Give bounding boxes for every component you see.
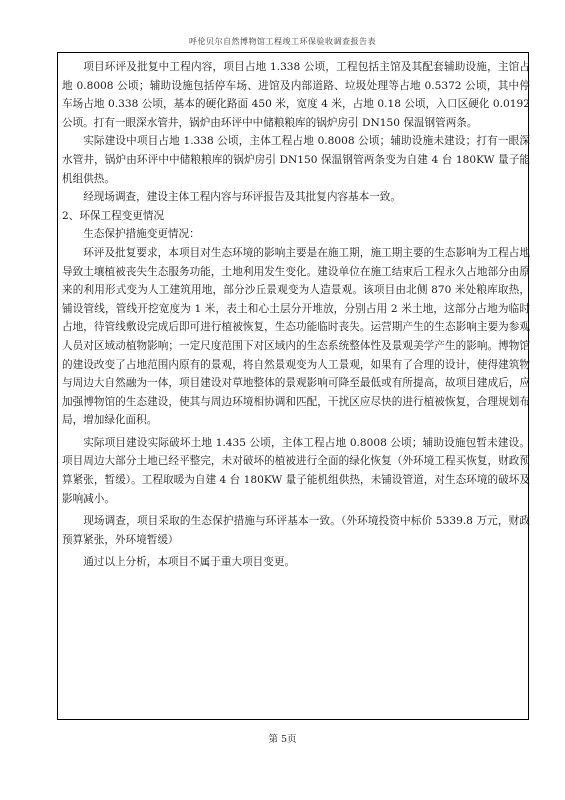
page-header: 呼伦贝尔自然博物馆工程竣工环保验收调查报告表 [189, 37, 376, 46]
paragraph-final-conclusion: 通过以上分析，本项目不属于重大项目变更。 [83, 556, 296, 569]
section-heading-env-changes: 2、环保工程变更情况 [62, 209, 165, 222]
paragraph-eia-scope: 项目环评及批复中工程内容，项目占地 1.338 公顷，工程包括主馆及其配套辅助设施，主馆占地 0.8008 公顷；辅助设施包括停车场、进馆及内部道路、垃圾处理等占地 0.5372 公顷，其中停车场占地 0.338 公顷，基本的硬化路面 450 米，宽度 4 米，占地 0.18 公顷，入口区硬化 0.0192 公顷。打有一眼深水管井，锅炉由环评中中储粮粮库的锅炉房引 DN150 保温钢管两条。 [62, 61, 530, 129]
paragraph-survey-result: 现场调查，项目采取的生态保护措施与环评基本一致。（外环境投资中标价 5339.8 万元，财政预算紧张，外环境暂缓） [62, 515, 530, 546]
document-body [62, 58, 530, 572]
paragraph-actual-damage: 实际项目建设实际破坏土地 1.435 公顷，主体工程占地 0.8008 公顷；辅助设施包暂未建设。项目周边大部分土地已经平整完，未对破坏的植被进行全面的绿化恢复（外环境工程买恢复，财政预算紧张，暂缓）。工程取暖为自建 4 台 180KW 量子能机组供热，未铺设管道，对生态环境的破坏及影响减小。 [62, 436, 530, 505]
paragraph-eia-requirements: 环评及批复要求，本项目对生态环境的影响主要是在施工期，施工期主要的生态影响为工程占地导致土壤植被丧失生态服务功能，土地利用发生变化。建设单位在施工结束后工程永久占地部分由原来的利用形式变为人工建筑用地，部分沙丘景观变为人造景观。该项目由北侧 870 米处粮库取热，铺设管线，管线开挖宽度为 1 米，表土和心土层分开堆放，分别占用 2 米土地，这部分占地为临时占地，待管线敷设完成后即可进行植被恢复，生态功能临时丧失。运营期产生的生态影响主要为参观人员对区域动植物影响；一定尺度范围下对区域内的生态系统整体性及景观美学产生的影响。博物馆的建设改变了占地范围内原有的景观，将自然景观变为人工景观，如果有了合理的设计，使得建筑物与周边大自然融为一体，项目建设对草地整体的景观影响可降至最低或有所提高，故项目建成后，应加强博物馆的生态建设，使其与周边环境相协调和匹配，干扰区应尽快的进行植被恢复，合理规划布局，增加绿化面积。 [62, 246, 530, 427]
paragraph-field-survey-conclusion: 经现场调查，建设主体工程内容与环评报告及其批复内容基本一致。 [83, 191, 401, 204]
subheading-eco-protection: 生态保护措施变更情况： [83, 228, 200, 241]
page-number: 第 5页 [268, 734, 297, 745]
paragraph-actual-construction: 实际建设中项目占地 1.338 公顷，主体工程占地 0.8008 公顷；辅助设施未建设；打有一眼深水管井，锅炉由环评中中储粮粮库的锅炉房引 DN150 保温钢管两条变为自建 4 台 180KW 量子能机组供热。 [62, 135, 530, 185]
